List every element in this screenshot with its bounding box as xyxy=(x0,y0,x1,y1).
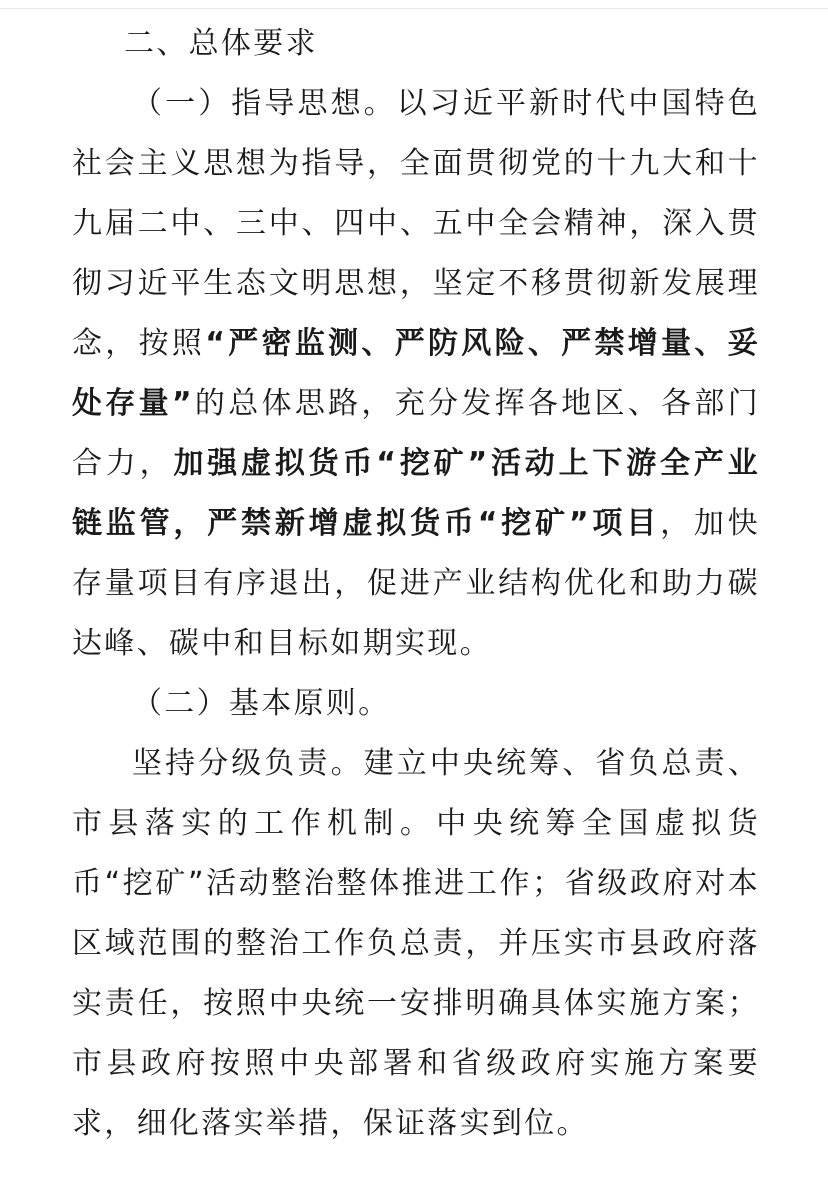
top-divider xyxy=(0,0,828,9)
bold-text-segment: “严密监测、严防风险、严禁增量、妥处存量” xyxy=(72,326,760,421)
text-segment: （二）基本原则。 xyxy=(132,686,391,721)
bold-text-segment: 加强虚拟货币“挖矿”活动上下游全产业链监管，严禁新增虚拟货币“挖矿”项目 xyxy=(72,446,760,541)
guiding-ideology-paragraph xyxy=(72,74,760,674)
section-heading xyxy=(72,14,760,74)
graded-responsibility-paragraph xyxy=(72,734,760,1154)
text-segment: 的总体思路，充分发挥各地区、各部门合力， xyxy=(72,386,760,481)
basic-principles-paragraph xyxy=(72,674,760,734)
text-segment: （一）指导思想。以习近平新时代中国特色社会主义思想为指导，全面贯彻党的十九大和十九届二中、三中、四中、五中全会精神，深入贯彻习近平生态文明思想，坚定不移贯彻新发展理念，按照 xyxy=(72,86,760,361)
text-segment: 二、总体要求 xyxy=(124,26,318,61)
text-segment: 坚持分级负责。建立中央统筹、省负总责、市县落实的工作机制。中央统筹全国虚拟货币“挖矿”活动整治整体推进工作；省级政府对本区域范围的整治工作负总责，并压实市县政府落实责任，按照中央统一安排明确具体实施方案；市县政府按照中央部署和省级政府实施方案要求，细化落实举措，保证落实到位。 xyxy=(72,746,760,1141)
document-body xyxy=(72,14,760,1154)
text-segment: ，加快存量项目有序退出，促进产业结构优化和助力碳达峰、碳中和目标如期实现。 xyxy=(72,506,760,661)
